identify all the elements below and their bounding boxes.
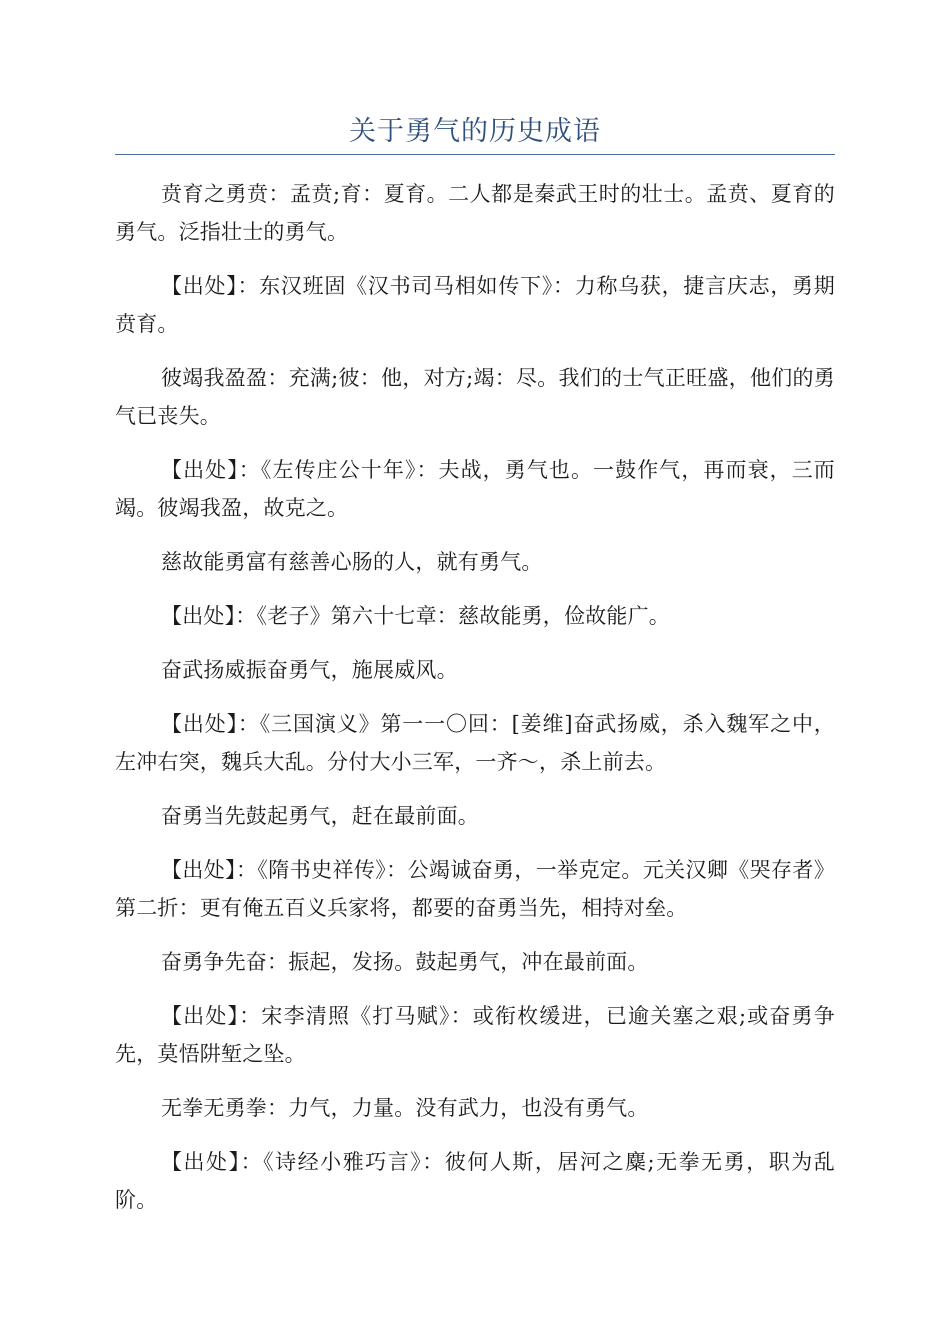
paragraph-11: 奋勇争先奋：振起，发扬。鼓起勇气，冲在最前面。	[161, 950, 649, 974]
document-body	[115, 175, 835, 1235]
paragraph-2: 【出处】：东汉班固《汉书司马相如传下》：力称乌获，捷言庆志，勇期贲育。	[115, 274, 835, 336]
paragraph-4: 【出处】：《左传庄公十年》：夫战，勇气也。一鼓作气，再而衰，三而竭。彼竭我盈，故克之。	[115, 458, 835, 520]
paragraph-6: 【出处】：《老子》第六十七章：慈故能勇，俭故能广。	[161, 604, 670, 628]
paragraph-3: 彼竭我盈盈：充满;彼：他，对方;竭：尽。我们的士气正旺盛，他们的勇气已丧失。	[115, 366, 835, 428]
paragraph-1: 贲育之勇贲：孟贲;育：夏育。二人都是秦武王时的壮士。孟贲、夏育的勇气。泛指壮士的勇气。	[115, 182, 835, 244]
paragraph-8: 【出处】：《三国演义》第一一〇回：[姜维]奋武扬威，杀入魏军之中，左冲右突，魏兵大乱。分付大小三军，一齐～，杀上前去。	[115, 712, 835, 774]
title-underline	[115, 154, 835, 155]
paragraph-5: 慈故能勇富有慈善心肠的人，就有勇气。	[161, 550, 543, 574]
paragraph-7: 奋武扬威振奋勇气，施展威风。	[161, 658, 458, 682]
paragraph-10: 【出处】：《隋书史祥传》：公竭诚奋勇，一举克定。元关汉卿《哭存者》第二折：更有俺五百义兵家将，都要的奋勇当先，相持对垒。	[115, 858, 835, 920]
paragraph-9: 奋勇当先鼓起勇气，赶在最前面。	[161, 804, 479, 828]
document-title: 关于勇气的历史成语	[349, 116, 601, 147]
paragraph-12: 【出处】：宋李清照《打马赋》：或衔枚缓进，已逾关塞之艰;或奋勇争先，莫悟阱堑之坠。	[115, 1004, 835, 1066]
paragraph-13: 无拳无勇拳：力气，力量。没有武力，也没有勇气。	[161, 1096, 649, 1120]
paragraph-14: 【出处】：《诗经小雅巧言》：彼何人斯，居河之麋;无拳无勇，职为乱阶。	[115, 1150, 835, 1212]
